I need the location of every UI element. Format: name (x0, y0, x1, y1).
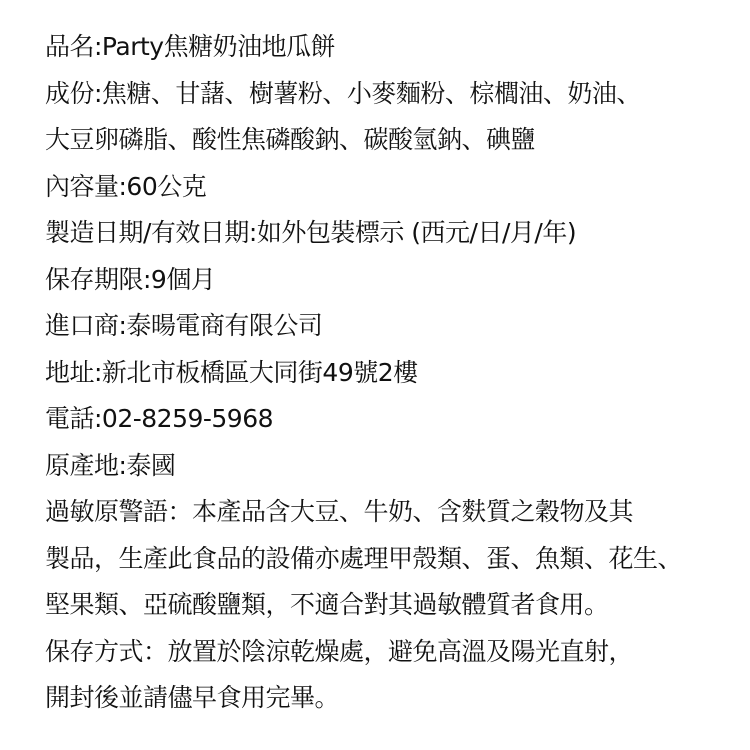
ingredients-line-1: 成份:焦糖、甘藷、樹薯粉、小麥麵粉、棕櫚油、奶油、 (45, 78, 641, 108)
address-line: 地址:新北市板橋區大同街49號2樓 (45, 357, 418, 387)
product-name-line: 品名:Party焦糖奶油地瓜餅 (45, 32, 336, 61)
date-line: 製造日期/有效日期:如外包裝標示 (西元/日/月/年) (45, 218, 577, 247)
shelf-life-line: 保存期限:9個月 (45, 264, 216, 294)
net-content-line: 內容量:60公克 (45, 171, 207, 201)
allergen-line-1: 過敏原警語：本產品含大豆、牛奶、含麩質之穀物及其 (45, 497, 634, 526)
storage-line-2: 開封後並請儘早食用完畢。 (45, 683, 340, 712)
allergen-line-2: 製品，生產此食品的設備亦處理甲殼類、蛋、魚類、花生、 (45, 543, 683, 573)
origin-line: 原產地:泰國 (45, 450, 176, 480)
allergen-line-3: 堅果類、亞硫酸鹽類，不適合對其過敏體質者食用。 (45, 590, 609, 619)
importer-line: 進口商:泰暘電商有限公司 (45, 311, 323, 340)
ingredients-line-2: 大豆卵磷脂、酸性焦磷酸鈉、碳酸氫鈉、碘鹽 (45, 125, 536, 154)
storage-line-1: 保存方式：放置於陰涼乾燥處，避免高溫及陽光直射， (45, 636, 634, 666)
product-label (45, 24, 735, 722)
phone-line: 電話:02-8259-5968 (45, 404, 274, 433)
